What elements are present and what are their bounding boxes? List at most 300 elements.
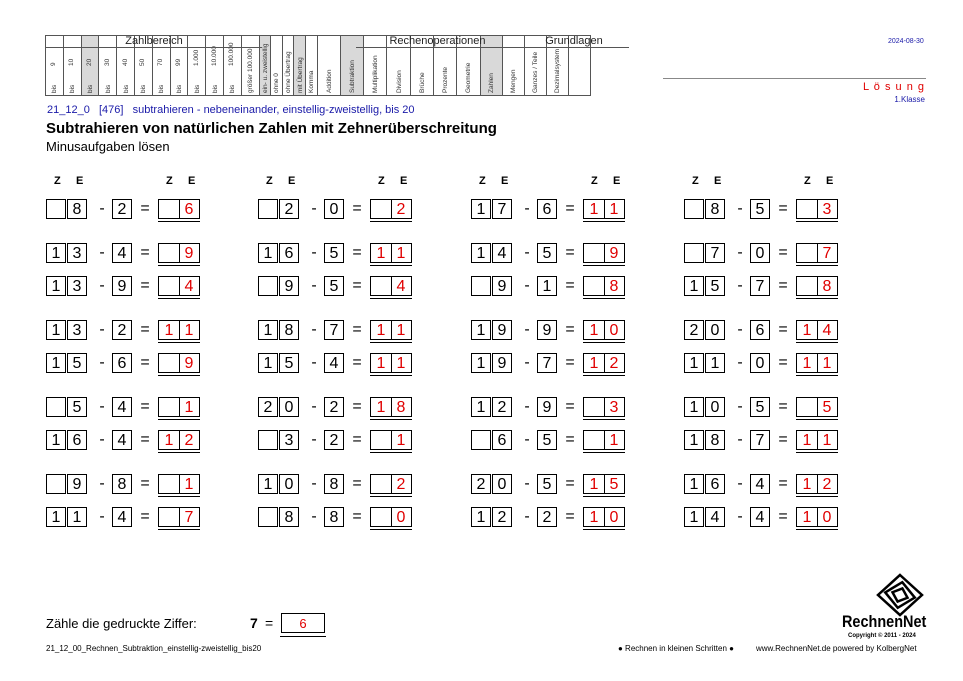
minus-sign: - (99, 508, 105, 525)
ones-digit-box: 9 (492, 320, 512, 340)
classification-table (45, 35, 603, 96)
header-cell-label: ohne Übertrag (285, 51, 293, 93)
answer-box[interactable] (583, 397, 625, 417)
count-answer-underline (280, 636, 326, 637)
subtrahend-box: 6 (112, 353, 132, 373)
header-cell (318, 36, 341, 95)
tens-digit-box: 1 (471, 199, 491, 219)
answer-box[interactable] (796, 507, 838, 527)
answer-box[interactable] (796, 320, 838, 340)
answer-box[interactable] (796, 353, 838, 373)
subtrahend-box: 0 (750, 353, 770, 373)
tens-digit-box: 1 (471, 507, 491, 527)
ones-digit-box: 9 (492, 276, 512, 296)
tens-digit-box: 1 (684, 430, 704, 450)
header-cell-label: bis (69, 84, 77, 93)
minus-sign: - (99, 244, 105, 261)
answer-box[interactable] (158, 474, 200, 494)
header-cell-label: bis (122, 84, 130, 93)
minus-sign: - (524, 277, 530, 294)
minus-sign: - (524, 431, 530, 448)
answer-tens-digit: 1 (376, 245, 386, 262)
answer-box[interactable] (158, 276, 200, 296)
tens-digit-box: 2 (258, 397, 278, 417)
answer-box[interactable] (370, 474, 412, 494)
answer-ones-digit: 9 (609, 245, 619, 262)
tens-digit-box (258, 430, 278, 450)
answer-box[interactable] (583, 353, 625, 373)
subtrahend-box: 5 (537, 474, 557, 494)
column-header-z: Z (378, 175, 385, 187)
equals-sign: = (140, 244, 150, 261)
header-cell-label: bis (211, 84, 219, 93)
ones-digit-box: 3 (67, 276, 87, 296)
column-header-z: Z (591, 175, 598, 187)
answer-tens-digit: 1 (164, 432, 174, 449)
ones-digit-box: 6 (705, 474, 725, 494)
equals-sign: = (140, 277, 150, 294)
column-header-z: Z (54, 175, 61, 187)
minus-sign: - (524, 475, 530, 492)
tens-digit-box (46, 474, 66, 494)
equals-sign: = (352, 354, 362, 371)
ones-digit-box: 8 (705, 430, 725, 450)
minus-sign: - (737, 354, 743, 371)
tens-digit-box: 1 (46, 276, 66, 296)
ones-digit-box: 3 (67, 243, 87, 263)
subtrahend-box: 1 (537, 276, 557, 296)
subtrahend-box: 5 (324, 276, 344, 296)
page-title: Subtrahieren von natürlichen Zahlen mit Zehnerüberschreitung (46, 120, 497, 137)
header-cell-label: 100.000 (228, 42, 236, 66)
header-cell-label: 50 (139, 58, 147, 66)
answer-box[interactable] (370, 397, 412, 417)
tens-digit-box (46, 397, 66, 417)
ones-digit-box: 6 (492, 430, 512, 450)
subtrahend-box: 8 (324, 474, 344, 494)
header-cell (306, 36, 318, 95)
ones-digit-box: 8 (279, 320, 299, 340)
minus-sign: - (311, 321, 317, 338)
subtrahend-box: 2 (112, 199, 132, 219)
answer-ones-digit: 1 (396, 322, 406, 339)
minus-sign: - (524, 200, 530, 217)
rechnennet-logo-icon (876, 573, 924, 617)
subtrahend-box: 5 (537, 243, 557, 263)
minus-sign: - (737, 321, 743, 338)
header-rule (663, 78, 926, 79)
subtrahend-box: 4 (112, 243, 132, 263)
header-cell-label: 30 (103, 58, 111, 66)
ones-digit-box: 1 (67, 507, 87, 527)
answer-tens-digit: 1 (376, 399, 386, 416)
minus-sign: - (524, 244, 530, 261)
tens-digit-box: 1 (684, 353, 704, 373)
group-rule (519, 47, 629, 48)
ones-digit-box: 9 (492, 353, 512, 373)
answer-tens-digit: 1 (802, 432, 812, 449)
answer-ones-digit: 4 (396, 278, 406, 295)
header-cell-label: Division (395, 70, 403, 93)
equals-sign: = (565, 354, 575, 371)
subtrahend-box: 2 (324, 397, 344, 417)
ones-digit-box: 0 (492, 474, 512, 494)
answer-ones-digit: 8 (822, 278, 832, 295)
answer-box[interactable] (158, 430, 200, 450)
answer-tens-digit: 1 (589, 355, 599, 372)
equals-sign: = (352, 398, 362, 415)
ones-digit-box: 2 (492, 507, 512, 527)
answer-tens-digit: 1 (802, 355, 812, 372)
answer-tens-digit: 1 (589, 322, 599, 339)
tens-digit-box (258, 507, 278, 527)
answer-ones-digit: 3 (609, 399, 619, 416)
answer-box[interactable] (370, 199, 412, 219)
column-header-e: E (826, 175, 834, 187)
equals-sign: = (565, 277, 575, 294)
group-rule (46, 47, 262, 48)
subtrahend-box: 4 (750, 474, 770, 494)
answer-box[interactable] (158, 320, 200, 340)
subtrahend-box: 4 (112, 430, 132, 450)
answer-box[interactable] (796, 276, 838, 296)
answer-box[interactable] (583, 430, 625, 450)
tens-digit-box: 1 (684, 397, 704, 417)
subtrahend-box: 8 (112, 474, 132, 494)
tens-digit-box: 1 (46, 430, 66, 450)
answer-ones-digit: 1 (184, 322, 194, 339)
minus-sign: - (737, 398, 743, 415)
subtrahend-box: 9 (537, 397, 557, 417)
minus-sign: - (311, 475, 317, 492)
ones-digit-box: 8 (67, 199, 87, 219)
group-rule (356, 47, 519, 48)
subtrahend-box: 7 (750, 430, 770, 450)
tens-digit-box: 1 (46, 353, 66, 373)
ones-digit-box: 4 (705, 507, 725, 527)
equals-sign: = (140, 398, 150, 415)
header-cell-label: Dezimalsystem (554, 48, 562, 93)
answer-ones-digit: 0 (396, 509, 406, 526)
equals-sign: = (140, 321, 150, 338)
ones-digit-box: 4 (492, 243, 512, 263)
answer-ones-digit: 2 (822, 476, 832, 493)
equals-sign: = (140, 354, 150, 371)
answer-box[interactable] (583, 276, 625, 296)
subtrahend-box: 7 (324, 320, 344, 340)
ones-digit-box: 2 (279, 199, 299, 219)
tens-digit-box: 1 (46, 507, 66, 527)
header-cell-label: Brüche (418, 72, 426, 93)
header-cell-label: mit Übertrag (296, 57, 304, 93)
answer-ones-digit: 7 (184, 509, 194, 526)
tens-digit-box: 1 (471, 353, 491, 373)
equals-sign: = (778, 321, 788, 338)
answer-box[interactable] (158, 397, 200, 417)
equals-sign: = (778, 508, 788, 525)
group-title-grundlagen: Grundlagen (545, 35, 603, 47)
minus-sign: - (99, 475, 105, 492)
minus-sign: - (311, 244, 317, 261)
answer-ones-digit: 3 (822, 201, 832, 218)
subtrahend-box: 2 (537, 507, 557, 527)
subtrahend-box: 7 (750, 276, 770, 296)
answer-ones-digit: 1 (609, 201, 619, 218)
header-cell-label: ein- u. zweistellig (261, 43, 269, 93)
loesung-label: L ö s u n g (863, 81, 925, 93)
header-cell-label: Geometrie (465, 62, 473, 93)
minus-sign: - (524, 398, 530, 415)
ones-digit-box: 5 (705, 276, 725, 296)
column-header-e: E (288, 175, 296, 187)
column-header-e: E (501, 175, 509, 187)
count-digit: 7 (250, 615, 258, 631)
answer-tens-digit: 1 (589, 509, 599, 526)
header-cell-label: Subtraktion (348, 60, 356, 93)
subtrahend-box: 0 (750, 243, 770, 263)
answer-ones-digit: 2 (396, 201, 406, 218)
equals-sign: = (352, 244, 362, 261)
column-header-e: E (76, 175, 84, 187)
header-cell-label: bis (104, 84, 112, 93)
answer-ones-digit: 1 (396, 355, 406, 372)
answer-box[interactable] (796, 430, 838, 450)
footer-slogan: ● Rechnen in kleinen Schritten ● (618, 644, 734, 653)
equals-sign: = (352, 508, 362, 525)
subtrahend-box: 9 (537, 320, 557, 340)
equals-sign: = (352, 277, 362, 294)
count-answer-box[interactable] (281, 613, 325, 633)
ones-digit-box: 5 (279, 353, 299, 373)
answer-box[interactable] (370, 430, 412, 450)
ones-digit-box: 9 (279, 276, 299, 296)
ones-digit-box: 9 (67, 474, 87, 494)
ones-digit-box: 7 (705, 243, 725, 263)
subtrahend-box: 4 (112, 397, 132, 417)
group-title-rechenoperationen: Rechenoperationen (389, 35, 486, 47)
subtrahend-box: 4 (324, 353, 344, 373)
subtrahend-box: 5 (750, 199, 770, 219)
tens-digit-box (684, 243, 704, 263)
answer-box[interactable] (370, 353, 412, 373)
header-cell-label: bis (140, 84, 148, 93)
code-id: 21_12_0 (47, 104, 90, 116)
answer-box[interactable] (158, 199, 200, 219)
ones-digit-box: 6 (67, 430, 87, 450)
klasse-label: 1.Klasse (894, 95, 925, 104)
minus-sign: - (99, 398, 105, 415)
answer-ones-digit: 0 (609, 322, 619, 339)
minus-sign: - (524, 321, 530, 338)
subtrahend-box: 2 (112, 320, 132, 340)
subtrahend-box: 8 (324, 507, 344, 527)
minus-sign: - (737, 431, 743, 448)
minus-sign: - (737, 200, 743, 217)
answer-ones-digit: 8 (396, 399, 406, 416)
answer-box[interactable] (370, 320, 412, 340)
minus-sign: - (737, 244, 743, 261)
subtrahend-box: 4 (112, 507, 132, 527)
tens-digit-box: 2 (471, 474, 491, 494)
equals-sign: = (352, 431, 362, 448)
tens-digit-box (684, 199, 704, 219)
header-cell-label: bis (158, 84, 166, 93)
answer-ones-digit: 5 (609, 476, 619, 493)
equals-sign: = (778, 398, 788, 415)
tens-digit-box (471, 430, 491, 450)
ones-digit-box: 3 (67, 320, 87, 340)
answer-ones-digit: 1 (609, 432, 619, 449)
answer-ones-digit: 0 (609, 509, 619, 526)
brand-name: RechnenNet (842, 612, 927, 631)
answer-box[interactable] (796, 397, 838, 417)
answer-box[interactable] (583, 320, 625, 340)
header-cell-label: Zahlen (488, 73, 496, 93)
header-cell-label: 10 (68, 58, 76, 66)
ones-digit-box: 1 (705, 353, 725, 373)
answer-ones-digit: 4 (822, 322, 832, 339)
minus-sign: - (99, 200, 105, 217)
ones-digit-box: 3 (279, 430, 299, 450)
answer-ones-digit: 1 (822, 355, 832, 372)
column-header-z: Z (166, 175, 173, 187)
tens-digit-box: 1 (684, 474, 704, 494)
answer-ones-digit: 2 (396, 476, 406, 493)
minus-sign: - (311, 277, 317, 294)
tens-digit-box (46, 199, 66, 219)
tens-digit-box: 1 (46, 243, 66, 263)
answer-ones-digit: 5 (822, 399, 832, 416)
header-cell-label: bis (175, 84, 183, 93)
equals-sign: = (352, 321, 362, 338)
minus-sign: - (311, 431, 317, 448)
minus-sign: - (99, 354, 105, 371)
answer-ones-digit: 4 (184, 278, 194, 295)
header-cell-label: bis (193, 84, 201, 93)
group-title-zahlbereich: Zahlbereich (125, 35, 183, 47)
ones-digit-box: 5 (67, 353, 87, 373)
tens-digit-box (471, 276, 491, 296)
answer-box[interactable] (158, 353, 200, 373)
answer-box[interactable] (583, 243, 625, 263)
answer-box[interactable] (158, 507, 200, 527)
header-cell (271, 36, 283, 95)
count-equals: = (265, 615, 274, 631)
answer-tens-digit: 1 (589, 476, 599, 493)
ones-digit-box: 2 (492, 397, 512, 417)
answer-ones-digit: 1 (184, 476, 194, 493)
answer-ones-digit: 0 (822, 509, 832, 526)
answer-box[interactable] (158, 243, 200, 263)
answer-ones-digit: 9 (184, 355, 194, 372)
column-header-z: Z (266, 175, 273, 187)
equals-sign: = (352, 475, 362, 492)
answer-box[interactable] (370, 507, 412, 527)
equals-sign: = (565, 200, 575, 217)
code-desc: subtrahieren - nebeneinander, einstellig-zweistellig, bis 20 (132, 104, 415, 116)
equals-sign: = (565, 321, 575, 338)
answer-ones-digit: 1 (822, 432, 832, 449)
minus-sign: - (311, 398, 317, 415)
equals-sign: = (140, 475, 150, 492)
equals-sign: = (140, 200, 150, 217)
answer-ones-digit: 2 (184, 432, 194, 449)
column-header-z: Z (479, 175, 486, 187)
header-cell-label: 40 (121, 58, 129, 66)
ones-digit-box: 0 (279, 397, 299, 417)
header-cell-label: 10.000 (210, 46, 218, 66)
tens-digit-box: 1 (258, 243, 278, 263)
header-cell-label: bis (86, 84, 94, 93)
column-header-e: E (188, 175, 196, 187)
tens-digit-box (258, 199, 278, 219)
answer-ones-digit: 1 (396, 245, 406, 262)
equals-sign: = (778, 431, 788, 448)
header-cell-label: 99 (174, 58, 182, 66)
answer-box[interactable] (583, 199, 625, 219)
ones-digit-box: 8 (279, 507, 299, 527)
column-header-e: E (613, 175, 621, 187)
equals-sign: = (140, 508, 150, 525)
answer-ones-digit: 1 (184, 399, 194, 416)
answer-box[interactable] (370, 243, 412, 263)
header-cell-label: Addition (325, 69, 333, 93)
ones-digit-box: 8 (705, 199, 725, 219)
answer-box[interactable] (796, 199, 838, 219)
date: 2024-08-30 (888, 38, 924, 45)
column-header-z: Z (804, 175, 811, 187)
tens-digit-box: 1 (258, 474, 278, 494)
page-subtitle: Minusaufgaben lösen (46, 139, 170, 154)
answer-box[interactable] (796, 474, 838, 494)
answer-box[interactable] (583, 507, 625, 527)
header-cell-label: Prozente (442, 66, 450, 93)
answer-box[interactable] (796, 243, 838, 263)
subtrahend-box: 0 (324, 199, 344, 219)
equals-sign: = (565, 475, 575, 492)
ones-digit-box: 6 (279, 243, 299, 263)
tens-digit-box: 1 (471, 320, 491, 340)
answer-ones-digit: 6 (184, 201, 194, 218)
header-cell-label: größer 100.000 (247, 48, 255, 93)
count-label: Zähle die gedruckte Ziffer: (46, 616, 197, 631)
equals-sign: = (140, 431, 150, 448)
minus-sign: - (99, 277, 105, 294)
answer-tens-digit: 1 (164, 322, 174, 339)
equals-sign: = (352, 200, 362, 217)
tens-digit-box: 1 (471, 243, 491, 263)
answer-box[interactable] (583, 474, 625, 494)
header-cell (283, 36, 295, 95)
ones-digit-box: 0 (705, 320, 725, 340)
answer-tens-digit: 1 (802, 509, 812, 526)
header-cell-label: 70 (157, 58, 165, 66)
minus-sign: - (311, 200, 317, 217)
minus-sign: - (737, 508, 743, 525)
answer-box[interactable] (370, 276, 412, 296)
footer-site: www.RechnenNet.de powered by KolbergNet (756, 644, 917, 653)
subtrahend-box: 4 (750, 507, 770, 527)
ones-digit-box: 5 (67, 397, 87, 417)
subtrahend-box: 9 (112, 276, 132, 296)
ones-digit-box: 7 (492, 199, 512, 219)
answer-tens-digit: 1 (376, 355, 386, 372)
header-cell-label: Ganzes / Teile (532, 51, 540, 93)
tens-digit-box: 1 (46, 320, 66, 340)
header-cell-label: ohne 0 (273, 73, 281, 93)
tens-digit-box (258, 276, 278, 296)
header-cell (294, 36, 306, 95)
